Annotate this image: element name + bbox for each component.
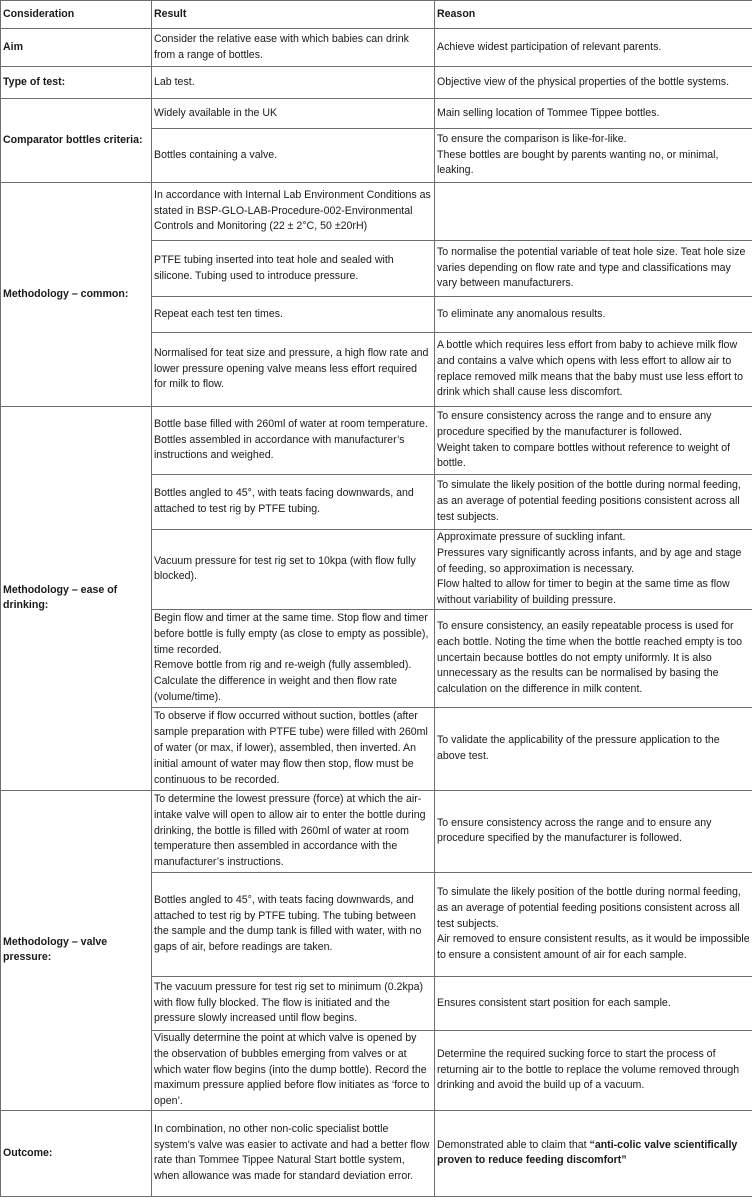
reason-line: These bottles are bought by parents wanting no, or minimal, leaking.: [437, 148, 719, 177]
reason-cell: [435, 129, 752, 183]
table-row-comparator-1: [1, 99, 752, 129]
reason-line: To ensure consistency, an easily repeatable process is used for each bottle. Noting the time when the bottle reached empty is too uncertain because bottles do not empty uniformly. It is also unnecessary as the results can be normalised by basing the calculation on the difference in milk content.: [437, 619, 743, 696]
result-line: To determine the lowest pressure (force) at which the air-intake valve will open to allow air to enter the bottle during drinking, the bottle is filled with 260ml of water at room temperature then assembled in accordance with the manufacturer’s instructions.: [154, 792, 426, 869]
result-cell: [152, 475, 435, 530]
result-cell: Widely available in the UK: [152, 99, 435, 129]
consideration-label: Comparator bottles criteria:: [1, 99, 152, 183]
reason-line: To simulate the likely position of the bottle during normal feeding, as an average of potential feeding positions consistent across all test subjects.: [437, 885, 741, 930]
reason-cell: Objective view of the physical properties of the bottle systems.: [435, 67, 752, 99]
reason-cell: [435, 297, 752, 333]
result-cell: Consider the relative ease with which babies can drink from a range of bottles.: [152, 29, 435, 67]
result-line: Normalised for teat size and pressure, a high flow rate and lower pressure opening valve means less effort required for milk to flow.: [154, 346, 429, 391]
reason-line: To normalise the potential variable of teat hole size. Teat hole size varies depending on flow rate and type and classifications may vary between manufacturers.: [437, 245, 746, 290]
reason-cell: Achieve widest participation of relevant parents.: [435, 29, 752, 67]
reason-line: To ensure consistency across the range and to ensure any procedure specified by the manufacturer is followed.: [437, 409, 712, 438]
result-line: Begin flow and timer at the same time. Stop flow and timer before bottle is fully empty (as close to empty as possible), time recorded.: [154, 612, 429, 656]
table-row-type-of-test: [1, 67, 752, 99]
reason-line: Flow halted to allow for timer to begin at the same time as flow without variability of building pressure.: [437, 578, 730, 607]
reason-line: Approximate pressure of suckling infant.: [437, 531, 626, 543]
reason-prefix: Demonstrated able to claim that: [437, 1138, 590, 1151]
consideration-label: Methodology – ease of drinking:: [1, 407, 152, 791]
header-result: Result: [152, 1, 435, 29]
reason-claim: “anti-colic valve scientifically proven to reduce feeding discomfort”: [437, 1138, 738, 1167]
result-cell: Bottles containing a valve.: [152, 129, 435, 183]
table-row-aim: [1, 29, 752, 67]
table-row-method-common-1: [1, 183, 752, 241]
result-cell: [152, 1030, 435, 1110]
result-cell: [152, 707, 435, 790]
reason-cell: [435, 99, 752, 129]
table-header-row: [1, 1, 752, 29]
result-cell: [152, 183, 435, 241]
result-cell: [152, 872, 435, 976]
reason-cell: [435, 530, 752, 610]
reason-cell: [435, 707, 752, 790]
consideration-label: Methodology – common:: [1, 183, 152, 407]
result-cell: Lab test.: [152, 67, 435, 99]
reason-line: To ensure the comparison is like-for-like.: [437, 132, 627, 145]
reason-line: To validate the applicability of the pressure application to the above test.: [437, 734, 720, 762]
reason-line: Pressures vary significantly across infants, and by age and stage of feeding, so approximation is necessary.: [437, 546, 742, 575]
reason-line: To eliminate any anomalous results.: [437, 307, 606, 320]
table-row-method-ease-1: [1, 407, 752, 475]
reason-line: To ensure consistency across the range and to ensure any procedure specified by the manufacturer is followed.: [437, 816, 712, 845]
result-line: Remove bottle from rig and re-weigh (fully assembled). Calculate the difference in weight and then flow rate (volume/time).: [154, 659, 412, 704]
result-line: Repeat each test ten times.: [154, 307, 283, 320]
reason-cell: [435, 872, 752, 976]
reason-cell: [435, 1030, 752, 1110]
result-line: In accordance with Internal Lab Environment Conditions as stated in BSP-GLO-LAB-Procedure-002-Environmental Controls and Monitoring (22 ± 2°C, 50 ±20rH): [154, 188, 431, 233]
result-cell: [152, 333, 435, 407]
reason-cell: [435, 976, 752, 1030]
consideration-label: Outcome:: [1, 1110, 152, 1196]
result-cell: [152, 530, 435, 610]
table-row-method-valve-1: [1, 790, 752, 872]
result-cell: [152, 407, 435, 475]
result-line: Bottle base filled with 260ml of water at room temperature.: [154, 417, 428, 430]
result-cell: [152, 609, 435, 707]
reason-line: A bottle which requires less effort from baby to achieve milk flow and contains a valve which opens with less effort to allow air to replace removed milk means that the baby must use less effort to drink which shall cause less discomfort.: [437, 338, 743, 399]
result-line: To observe if flow occurred without suction, bottles (after sample preparation with PTFE tube) were filled with 260ml of water (or max, if lower), assembled, then inverted. An initial amount of water may flow then stop, flow must be continuous to be recorded.: [154, 710, 428, 786]
reason-line: Weight taken to compare bottles without reference to weight of bottle.: [437, 441, 731, 470]
result-line: Vacuum pressure for test rig set to 10kpa (with flow fully blocked).: [154, 554, 416, 583]
reason-line: Determine the required sucking force to start the process of returning air to the bottle to replace the volume removed through drinking and avoid the build up of a vacuum.: [437, 1047, 740, 1092]
result-cell: [152, 297, 435, 333]
table-row-outcome: [1, 1110, 752, 1196]
result-line: Visually determine the point at which valve is opened by the observation of bubbles emerging from valves or at which water flow begins (into the dump bottle). Record the maximum pressure applied before flow initiates as ‘force to open’.: [154, 1031, 430, 1108]
reason-cell: [435, 475, 752, 530]
result-line: Bottles assembled in accordance with manufacturer’s instructions and weighed.: [154, 433, 405, 462]
result-cell: In combination, no other non-colic specialist bottle system’s valve was easier to activate and had a better flow rate than Tommee Tippee Natural Start bottle system, when allowance was made for standard deviation error.: [152, 1110, 435, 1196]
result-cell: [152, 790, 435, 872]
reason-cell: [435, 609, 752, 707]
result-cell: [152, 241, 435, 297]
consideration-label: Methodology – valve pressure:: [1, 790, 152, 1110]
result-line: PTFE tubing inserted into teat hole and sealed with silicone. Tubing used to introduce pressure.: [154, 253, 394, 282]
header-consideration: Consideration: [1, 1, 152, 29]
consideration-label: Type of test:: [1, 67, 152, 99]
result-line: Bottles angled to 45°, with teats facing downwards, and attached to test rig by PTFE tubing.: [154, 487, 414, 515]
header-reason: Reason: [435, 1, 752, 29]
consideration-label: Aim: [1, 29, 152, 67]
reason-cell: [435, 1110, 752, 1196]
reason-line: Main selling location of Tommee Tippee bottles.: [437, 106, 660, 119]
reason-cell: [435, 407, 752, 475]
reason-cell: [435, 241, 752, 297]
result-cell: [152, 976, 435, 1030]
reason-line: Air removed to ensure consistent results, as it would be impossible to ensure a consistent amount of air for each sample.: [437, 933, 750, 962]
reason-line: To simulate the likely position of the bottle during normal feeding, as an average of potential feeding positions consistent across all test subjects.: [437, 479, 741, 523]
reason-cell: [435, 183, 752, 241]
reason-line: Ensures consistent start position for each sample.: [437, 996, 671, 1009]
reason-cell: [435, 333, 752, 407]
reason-cell: [435, 790, 752, 872]
result-line: Bottles angled to 45°, with teats facing downwards, and attached to test rig by PTFE tubing. The tubing between the sample and the dump tank is filled with water, with no gaps of air, before readings are taken.: [154, 893, 422, 954]
result-line: The vacuum pressure for test rig set to minimum (0.2kpa) with flow fully blocked. The flow is initiated and the pressure slowly increased until flow begins.: [154, 980, 424, 1025]
